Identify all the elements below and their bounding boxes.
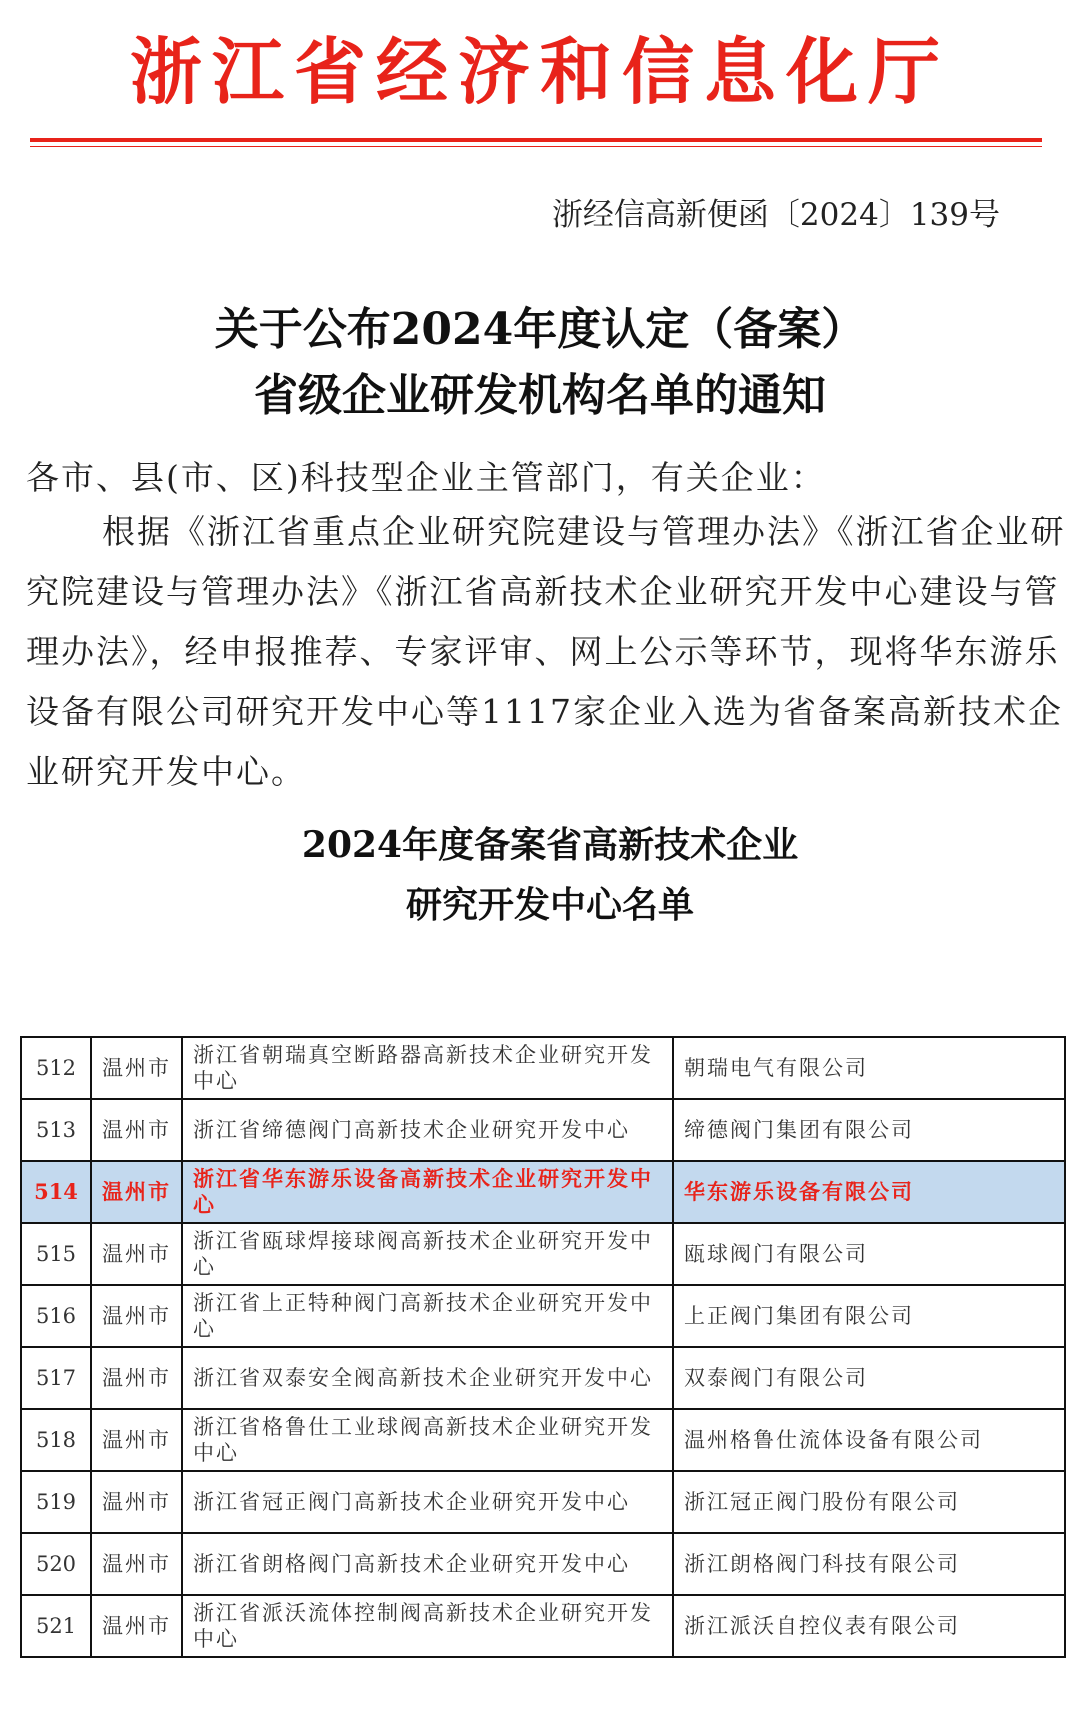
row-center-name: 浙江省瓯球焊接球阀高新技术企业研究开发中心	[182, 1223, 673, 1285]
row-city: 温州市	[91, 1533, 182, 1595]
row-company-name: 瓯球阀门有限公司	[673, 1223, 1065, 1285]
document-number: 浙经信高新便函〔2024〕139号	[551, 197, 1000, 233]
list-title-line1: 2024年度备案省高新技术企业	[301, 824, 799, 866]
row-number: 516	[21, 1285, 91, 1347]
table-row	[21, 1471, 1065, 1533]
row-number: 513	[21, 1099, 91, 1161]
row-number: 520	[21, 1533, 91, 1595]
row-city: 温州市	[91, 1161, 182, 1223]
table-body	[21, 1037, 1065, 1657]
row-city: 温州市	[91, 1409, 182, 1471]
table-row	[21, 1161, 1065, 1223]
row-company-name: 温州格鲁仕流体设备有限公司	[673, 1409, 1065, 1471]
row-city: 温州市	[91, 1099, 182, 1161]
row-company-name: 双泰阀门有限公司	[673, 1347, 1065, 1409]
red-divider-thin	[30, 146, 1042, 147]
notice-title-line2: 省级企业研发机构名单的通知	[254, 370, 826, 421]
table-row	[21, 1595, 1065, 1657]
table-row	[21, 1533, 1065, 1595]
row-number: 519	[21, 1471, 91, 1533]
table-row	[21, 1409, 1065, 1471]
row-city: 温州市	[91, 1347, 182, 1409]
notice-title-line1: 关于公布2024年度认定（备案）	[214, 304, 866, 355]
table-row	[21, 1285, 1065, 1347]
row-company-name: 浙江派沃自控仪表有限公司	[673, 1595, 1065, 1657]
row-center-name: 浙江省派沃流体控制阀高新技术企业研究开发中心	[182, 1595, 673, 1657]
row-center-name: 浙江省格鲁仕工业球阀高新技术企业研究开发中心	[182, 1409, 673, 1471]
red-divider-thick	[30, 138, 1042, 142]
row-number: 518	[21, 1409, 91, 1471]
row-center-name: 浙江省朗格阀门高新技术企业研究开发中心	[182, 1533, 673, 1595]
row-center-name: 浙江省朝瑞真空断路器高新技术企业研究开发中心	[182, 1037, 673, 1099]
salutation: 各市、县(市、区)科技型企业主管部门，有关企业：	[26, 458, 826, 497]
row-city: 温州市	[91, 1285, 182, 1347]
row-center-name: 浙江省双泰安全阀高新技术企业研究开发中心	[182, 1347, 673, 1409]
row-company-name: 朝瑞电气有限公司	[673, 1037, 1065, 1099]
row-company-name: 上正阀门集团有限公司	[673, 1285, 1065, 1347]
row-company-name: 华东游乐设备有限公司	[673, 1161, 1065, 1223]
row-company-name: 浙江朗格阀门科技有限公司	[673, 1533, 1065, 1595]
row-number: 515	[21, 1223, 91, 1285]
table-row	[21, 1099, 1065, 1161]
row-center-name: 浙江省冠正阀门高新技术企业研究开发中心	[182, 1471, 673, 1533]
table-row	[21, 1223, 1065, 1285]
row-city: 温州市	[91, 1223, 182, 1285]
row-number: 521	[21, 1595, 91, 1657]
row-company-name: 缔德阀门集团有限公司	[673, 1099, 1065, 1161]
row-city: 温州市	[91, 1037, 182, 1099]
agency-title: 浙江省经济和信息化厅	[129, 30, 950, 114]
row-number: 512	[21, 1037, 91, 1099]
research-center-table	[20, 1036, 1066, 1658]
row-center-name: 浙江省缔德阀门高新技术企业研究开发中心	[182, 1099, 673, 1161]
row-number: 517	[21, 1347, 91, 1409]
row-center-name: 浙江省上正特种阀门高新技术企业研究开发中心	[182, 1285, 673, 1347]
table-row	[21, 1347, 1065, 1409]
row-center-name: 浙江省华东游乐设备高新技术企业研究开发中心	[182, 1161, 673, 1223]
row-city: 温州市	[91, 1595, 182, 1657]
row-number: 514	[21, 1161, 91, 1223]
table-row	[21, 1037, 1065, 1099]
row-city: 温州市	[91, 1471, 182, 1533]
notice-paragraph: 根据《浙江省重点企业研究院建设与管理办法》《浙江省企业研究院建设与管理办法》《浙江省高新技术企业研究开发中心建设与管理办法》，经申报推荐、专家评审、网上公示等环节，现将华东游乐设备有限公司研究开发中心等1117家企业入选为省备案高新技术企业研究开发中心。	[26, 512, 1066, 791]
list-title-line2: 研究开发中心名单	[405, 884, 694, 926]
row-company-name: 浙江冠正阀门股份有限公司	[673, 1471, 1065, 1533]
